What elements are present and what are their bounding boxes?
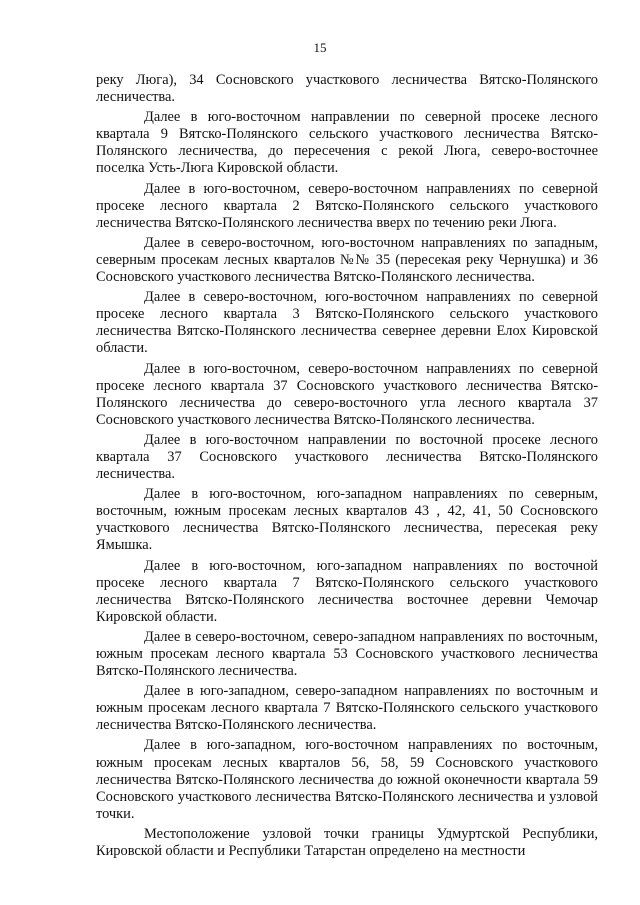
paragraph-3: Далее в юго-восточном, северо-восточном направлениях по северной просеке лесного квартала 2 Вятско-Полянского сельского участкового лесничества Вятско-Полянского лесничества вверх по течению реки Люга. [96,180,598,231]
paragraph-5: Далее в северо-восточном, юго-восточном направлениях по северной просеке лесного квартала 3 Вятско-Полянского сельского участкового лесничества Вятско-Полянского лесничества севернее деревни Елох Кировской области. [96,289,598,357]
paragraph-9: Далее в юго-восточном, юго-западном направлениях по восточной просеке лесного квартала 7 Вятско-Полянского сельского участкового лесничества Вятско-Полянского лесничества восточнее деревни Чемочар Кировской области. [96,557,598,625]
paragraph-1: реку Люга), 34 Сосновского участкового лесничества Вятско-Полянского лесничества. [96,72,598,106]
document-body [96,72,598,863]
paragraph-8: Далее в юго-восточном, юго-западном направлениях по северным, восточным, южным просекам лесных кварталов 43 , 42, 41, 50 Сосновского участкового лесничества Вятско-Полянского лесничества, пересекая реку Ямышка. [96,486,598,554]
paragraph-11: Далее в юго-западном, северо-западном направлениях по восточным и южным просекам лесного квартала 7 Вятско-Полянского сельского участкового лесничества Вятско-Полянского лесничества. [96,683,598,734]
paragraph-4: Далее в северо-восточном, юго-восточном направлениях по западным, северным просекам лесных кварталов №№ 35 (пересекая реку Чернушка) и 36 Сосновского участкового лесничества Вятско-Полянского лесничества. [96,234,598,286]
paragraph-13: Местоположение узловой точки границы Удмуртской Республики, Кировской области и Республики Татарстан определено на местности [96,825,598,860]
paragraph-6: Далее в юго-восточном, северо-восточном направлениях по северной просеке лесного квартала 37 Сосновского участкового лесничества Вятско-Полянского лесничества до северо-восточного угла лесного квартала 37 Сосновского участкового лесничества Вятско-Полянского лесничества. [96,360,598,428]
paragraph-7: Далее в юго-восточном направлении по восточной просеке лесного квартала 37 Сосновского участкового лесничества Вятско-Полянского лесничества. [96,431,598,483]
paragraph-10: Далее в северо-восточном, северо-западном направлениях по восточным, южным просекам лесного квартала 53 Сосновского участкового лесничества Вятско-Полянского лесничества. [96,628,598,680]
paragraph-12: Далее в юго-западном, юго-восточном направлениях по восточным, южным просекам лесных кварталов 56, 58, 59 Сосновского участкового лесничества Вятско-Полянского лесничества до южной оконечности квартала 59 Сосновского участкового лесничества Вятско-Полянского лесничества и узловой точки. [96,737,598,822]
paragraph-2: Далее в юго-восточном направлении по северной просеке лесного квартала 9 Вятско-Полянского сельского участкового лесничества Вятско-Полянского лесничества, до пересечения с рекой Люга, северо-восточнее поселка Усть-Люга Кировской области. [96,109,598,177]
page-number: 15 [313,40,327,55]
